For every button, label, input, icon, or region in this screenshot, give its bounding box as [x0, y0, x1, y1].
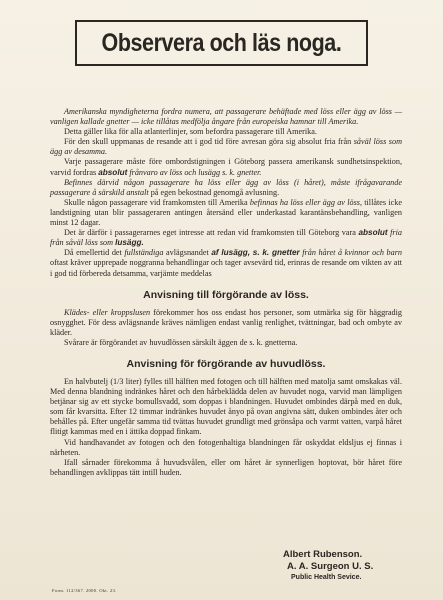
title-box — [75, 20, 368, 66]
section2-paragraphs — [50, 377, 402, 478]
text-run: absolut — [98, 167, 128, 177]
intro-paragraph — [50, 248, 402, 278]
text-run: förekommer hos oss endast hos personer, som utmärka sig för häggradig osnygghet. För dess avlägsnande kräves nämligen endast vanlig renlighet, tvättningar, bad och ombyte av kläder. — [50, 307, 402, 337]
form-number: Form. 112/367. 2000. Okt. 23. — [52, 588, 117, 593]
page-title: Observera och läs noga. — [101, 28, 342, 57]
section1-paragraphs — [50, 308, 402, 348]
text-run: Ifall sårnader förekomma å huvudsvålen, eller om håret är synnerligen hoptovat, bör håret före behandlingen avklippas tätt intill huden. — [50, 457, 402, 477]
text-run: Amerikanska myndigheterna fordra numera, att passagerare behäftade med löss eller ägg av löss — vanligen kallade gnetter — icke tillåtas medfölja ångare från europeiska hamnar till Amerika. — [50, 107, 402, 127]
notice-body — [50, 107, 402, 478]
signature-department: Public Health Sevice. — [291, 574, 362, 581]
text-run: Då emellertid det — [64, 248, 125, 258]
text-run: Svårare är förgörandet av huvudlössen särskilt äggen de s. k. gnetterna. — [64, 337, 298, 347]
text-run: från håret å kvinnor och barn — [299, 248, 402, 258]
intro-paragraph — [50, 127, 402, 137]
text-run: avlägsnandet — [163, 248, 212, 258]
text-run: Varje passagerare måste före ombordstigningen i Göteborg passera amerikansk sundhetsinspektion, varvid fordras — [50, 157, 402, 177]
text-run: En halvbutelj (1/3 liter) fylles till hälften med fotogen och till hälften med matolja samt omskakas väl. Med denna blandning indränkes håret och den hårbeklädda delen av huvudet noga, varvid man lämpligen betjänar sig av ett stycke bomullsvadd, som doppas i blandningen. Huvudet ombindes därpå med en duk, som får kvarsitta. Efter 12 timmar indränkes huvudet ånyo på ovan angivna sätt, duken ombindes åter och behålles på. Efter ungefär samma tid tvättas huvudet grundligt med grönsåpa och varmt vatten, varpå håret flitigt kammas med en i ättika doppad finkam. — [50, 376, 402, 437]
text-run: Skulle någon passagerare vid framkomsten till Amerika — [64, 197, 250, 207]
section2-paragraph — [50, 458, 402, 478]
text-run: af lusägg, s. k. gnetter — [211, 248, 300, 258]
text-run: Klädes- eller kroppslusen — [64, 307, 151, 317]
section2-heading: Anvisning för förgörande av huvudlöss. — [126, 357, 326, 370]
section2-paragraph — [50, 438, 402, 458]
intro-paragraph — [50, 198, 402, 228]
signature-name: Albert Rubenson. — [283, 549, 363, 560]
signature-block — [283, 549, 403, 582]
text-run: såväl löss som ägg av desamma. — [50, 137, 402, 157]
section2-paragraph — [50, 377, 402, 438]
intro-paragraph — [50, 157, 402, 177]
text-run: För den skull uppmanas de resande att i god tid före avresan göra sig absolut fria från — [64, 137, 354, 147]
text-run: Vid handhavandet av fotogen och den fotogenhaltiga blandningen får oskyddat eldsljus ej finnas i närheten. — [50, 437, 402, 457]
text-run: absolut — [358, 228, 388, 238]
intro-paragraph — [50, 107, 402, 127]
text-run: oftast kräver upprepade noggranna behandlingar och tager avsevärd tid, erinras de resande om vikten av att i god tid förbereda detsamma, varjämte meddelas — [50, 258, 402, 278]
text-run: Befinnes därvid någon passagerare ha löss eller ägg av löss (i håret), måste ifrågavarande passagerare å särskild anstalt — [50, 177, 402, 197]
signature-title: A. A. Surgeon U. S. — [287, 561, 374, 572]
text-run: fullständiga — [124, 248, 164, 258]
intro-paragraph — [50, 228, 402, 248]
text-run: frånvaro av löss och lusägg s. k. gnetter. — [127, 167, 262, 177]
text-run: Detta gäller lika för alla atlanterlinjer, som befordra passagerare till Amerika. — [64, 127, 317, 137]
text-run: befinnas ha löss eller ägg av löss — [249, 197, 360, 207]
intro-paragraph — [50, 137, 402, 157]
section1-heading: Anvisning till förgörande av löss. — [143, 288, 309, 301]
intro-paragraphs — [50, 107, 402, 279]
text-run: på egen bekostnad genomgå avlusning. — [148, 187, 280, 197]
text-run: , tillåtes icke landstigning utan blir passageraren antingen återsänd eller underkastad karantänsbehandling, vanligen minst 12 dagar. — [50, 197, 402, 228]
intro-paragraph — [50, 178, 402, 198]
text-run: lusägg. — [115, 238, 144, 248]
section1-paragraph — [50, 308, 402, 338]
text-run: fria från såväl löss som — [50, 228, 402, 248]
text-run: Det är därför i passagerarnes eget intresse att redan vid framkomsten till Göteborg vara — [64, 228, 359, 238]
section1-paragraph — [50, 338, 402, 348]
